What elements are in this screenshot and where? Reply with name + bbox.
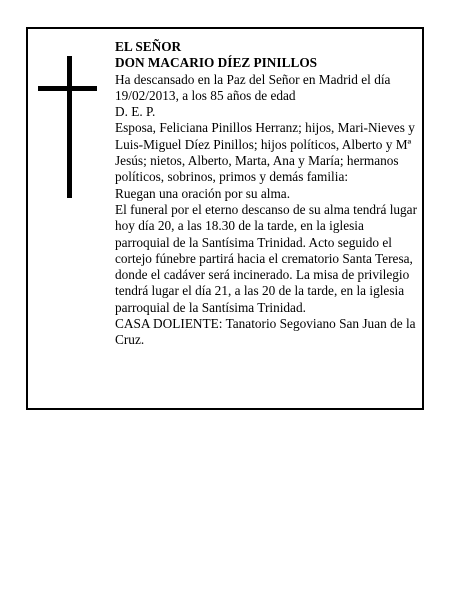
obituary-notice <box>26 27 424 410</box>
death-announcement: Ha descansado en la Paz del Señor en Madrid el día 19/02/2013, a los 85 años de edad <box>115 71 391 103</box>
title-line-1: EL SEÑOR <box>115 39 182 54</box>
funeral-details: El funeral por el eterno descanso de su alma tendrá lugar hoy día 20, a las 18.30 de la tarde, en la iglesia parroquial de la Santísima Trinidad. Acto seguido el cortejo fúnebre partirá hacia el crematorio Santa Teresa, donde el cadáver será incinerado. La misa de privilegio tendrá lugar el día 21, a las 20 de la tarde, en la iglesia parroquial de la Santísima Trinidad. <box>115 201 418 315</box>
obituary-text <box>115 39 417 349</box>
prayer-request: Ruegan una oración por su alma. <box>115 185 291 201</box>
cross-icon-bar <box>38 86 97 91</box>
casa-doliente: CASA DOLIENTE: Tanatorio Segoviano San Juan de la Cruz. <box>115 316 416 348</box>
deceased-name: DON MACARIO DÍEZ PINILLOS <box>115 55 318 71</box>
rip-line: D. E. P. <box>115 104 156 120</box>
family-list: Esposa, Feliciana Pinillos Herranz; hijos, Mari-Nieves y Luis-Miguel Díez Pinillos; hijos políticos, Alberto y Mª Jesús; nietos, Alberto, Marta, Ana y María; hermanos políticos, sobrinos, primos y demás familia: <box>115 120 415 185</box>
cross-icon <box>67 56 72 198</box>
